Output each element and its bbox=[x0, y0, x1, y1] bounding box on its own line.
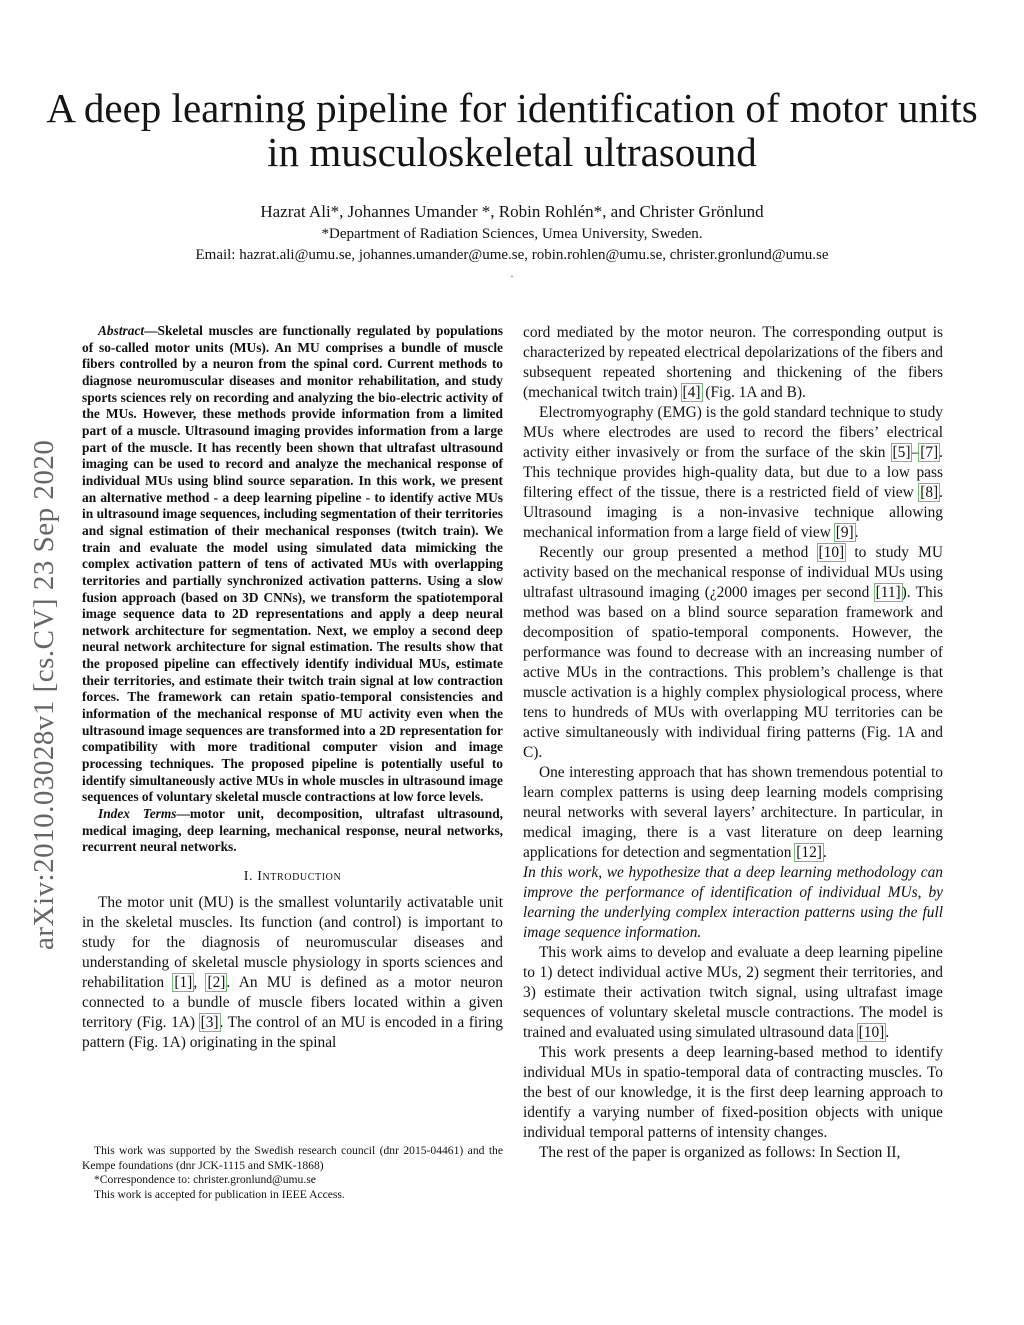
citation-link[interactable]: [9] bbox=[835, 524, 854, 541]
paragraph-deep-learning bbox=[523, 763, 943, 863]
text-run: – bbox=[911, 444, 920, 461]
text-run: The motor unit (MU) is the smallest voluntarily activatable unit in the skeletal muscles. Its function (and control) is important to study for the diagnosis of neuromuscular diseases and understanding of skeletal muscle physiology in sports sciences and rehabilitation bbox=[82, 894, 503, 991]
section-title: Introduction bbox=[257, 869, 342, 884]
text-run: One interesting approach that has shown tremendous potential to learn complex patterns is using deep learning models comprising neural networks with several layers’ architecture. In particular, in medical imaging, there is a vast literature on deep learning applications for detection and segmentation bbox=[523, 764, 943, 861]
citation-link[interactable]: [3] bbox=[200, 1014, 219, 1031]
abstract-label: Abstract bbox=[98, 323, 145, 338]
text-run: ). This method was based on a blind source separation framework and decomposition of spatio-temporal components. However, the performance was found to decrease with an increasing number of active MUs in the contractions. This problem’s challenge is that muscle activation is a highly complex physiological process, where tens to hundreds of MUs with overlapping MU territories can be active simultaneously with individual firing patterns (Fig. 1A and C). bbox=[523, 584, 943, 761]
citation-link[interactable]: [7] bbox=[920, 444, 939, 461]
citation-link[interactable]: [8] bbox=[920, 484, 939, 501]
text-run: (Fig. 1A and B). bbox=[701, 384, 806, 401]
text-run: . An MU is defined as a motor neuron connected to a bundle of muscle fibers located within a given territory (Fig. 1A) bbox=[82, 974, 503, 1031]
text-run: to study MU activity based on the mechanical response of individual MUs using ultrafast ultrasound imaging (¿2000 images per second bbox=[523, 544, 943, 601]
email-line: Email: hazrat.ali@umu.se, johannes.umander@ume.se, robin.rohlen@umu.se, christer.gronlund@umu.se bbox=[195, 247, 829, 263]
paragraph-aims bbox=[523, 943, 943, 1043]
citation-link[interactable]: [10] bbox=[818, 544, 845, 561]
text-run: , bbox=[193, 974, 207, 991]
section-heading-introduction bbox=[82, 868, 503, 885]
paragraph-contribution: This work presents a deep learning-based method to identify individual MUs in spatio-temporal data of contracting muscles. To the best of our knowledge, it is the first deep learning approach to identify a varying number of fixed-position objects with unique individual temporal patterns of intensity changes. bbox=[523, 1044, 943, 1141]
citation-link[interactable]: [12] bbox=[796, 844, 822, 861]
header-dot: . bbox=[510, 266, 514, 280]
intro-paragraph bbox=[82, 893, 503, 1053]
footnote-publication: This work is accepted for publication in IEEE Access. bbox=[94, 1188, 345, 1202]
section-number: I. bbox=[243, 869, 254, 884]
text-run: . bbox=[885, 1024, 890, 1041]
index-terms-label: Index Terms bbox=[98, 806, 177, 822]
paragraph-emg bbox=[523, 403, 943, 543]
text-run: . Ultrasound imaging is a non-invasive technique allowing mechanical information from a large field of view bbox=[523, 484, 943, 541]
footnote-funding: This work was supported by the Swedish research council (dnr 2015-04461) and the Kempe foundations (dnr JCK-1115 and SMK-1868) bbox=[82, 1144, 503, 1172]
author-list: Hazrat Ali*, Johannes Umander *, Robin Rohlén*, and Christer Grönlund bbox=[260, 202, 764, 221]
paragraph-organization: The rest of the paper is organized as follows: In Section II, bbox=[539, 1144, 901, 1161]
citation-link[interactable]: [1] bbox=[174, 974, 193, 991]
citation-link[interactable]: [2] bbox=[207, 974, 226, 991]
text-run: cord mediated by the motor neuron. The corresponding output is characterized by repeated electrical depolarizations of the fibers and subsequent repeated shortening and thickening of the fibers (mechanical twitch train) bbox=[523, 324, 943, 401]
left-column bbox=[82, 323, 503, 1053]
affiliation: *Department of Radiation Sciences, Umea University, Sweden. bbox=[321, 226, 703, 242]
paragraph-recent-method bbox=[523, 543, 943, 763]
citation-link[interactable]: [11] bbox=[875, 584, 901, 601]
arxiv-identifier: arXiv:2010.03028v1 [cs.CV] 23 Sep 2020 bbox=[28, 439, 60, 950]
index-terms bbox=[82, 806, 503, 856]
hypothesis-paragraph: In this work, we hypothesize that a deep learning methodology can improve the performance of identification of individual MUs, by learning the underlying complex interaction patterns using the full image sequence information. bbox=[523, 864, 943, 941]
text-run: . bbox=[854, 524, 859, 541]
paragraph-continued bbox=[523, 323, 943, 403]
text-run: Electromyography (EMG) is the gold standard technique to study MUs where electrodes are used to record the fibers’ electrical activity either invasively or from the surface of the skin bbox=[523, 404, 943, 461]
paper-title: A deep learning pipeline for identification of motor units in musculoskeletal ultrasound bbox=[46, 85, 978, 175]
citation-link[interactable]: [4] bbox=[682, 384, 701, 401]
right-column bbox=[523, 323, 943, 1163]
text-run: . bbox=[822, 844, 827, 861]
text-run: . This technique provides high-quality data, but due to a low pass filtering effect of the tissue, there is a restricted field of view bbox=[523, 444, 943, 501]
footnotes bbox=[82, 1144, 503, 1203]
text-run: Recently our group presented a method bbox=[539, 544, 818, 561]
text-run: This work aims to develop and evaluate a deep learning pipeline to 1) detect individual active MUs, 2) segment their territories, and 3) estimate their activation twitch signal, using ultrafast image sequences of voluntary skeletal muscle contractions. The model is trained and evaluated using simulated ultrasound data bbox=[523, 944, 943, 1041]
abstract bbox=[82, 323, 503, 806]
text-run: . The control of an MU is encoded in a firing pattern (Fig. 1A) originating in the spinal bbox=[82, 1014, 503, 1051]
citation-link[interactable]: [5] bbox=[892, 444, 911, 461]
citation-link[interactable]: [10] bbox=[858, 1024, 885, 1041]
footnote-correspondence: *Correspondence to: christer.gronlund@umu.se bbox=[94, 1173, 316, 1187]
index-terms-text: —motor unit, decomposition, ultrafast ultrasound, medical imaging, deep learning, mechanical response, neural networks, recurrent neural networks. bbox=[82, 806, 503, 855]
abstract-text: —Skeletal muscles are functionally regulated by populations of so-called motor units (MUs). An MU comprises a bundle of muscle fibers controlled by a neuron from the spinal cord. Current methods to diagnose neuromuscular diseases and monitor rehabilitation, and study sports sciences rely on recording and analyzing the bio-electric activity of the MUs. However, these methods provide information from a limited part of a muscle. Ultrasound imaging provides information from a large part of the muscle. It has recently been shown that ultrafast ultrasound imaging can be used to record and analyze the mechanical response of individual MUs using blind source separation. In this work, we present an alternative method - a deep learning pipeline - to identify active MUs in ultrasound image sequences, including segmentation of their territories and signal estimation of their mechanical responses (twitch train). We train and evaluate the model using simulated data mimicking the complex activation pattern of tens of activated MUs with overlapping territories and partially synchronized activation patterns. Using a slow fusion approach (based on 3D CNNs), we transform the spatiotemporal image sequence data to 2D representations and apply a deep neural network architecture for segmentation. Next, we employ a second deep neural network architecture for signal estimation. The results show that the proposed pipeline can effectively identify individual MUs, estimate their territories, and estimate their twitch train signal at low contraction forces. The framework can retain spatio-temporal consistencies and information of the mechanical response of MU activity even when the ultrasound image sequences are transformed into a 2D representation for compatibility with more traditional computer vision and image processing techniques. The proposed pipeline is potentially useful to identify simultaneously active MUs in whole muscles in ultrasound image sequences of voluntary skeletal muscle contractions at low force levels. bbox=[82, 323, 503, 805]
